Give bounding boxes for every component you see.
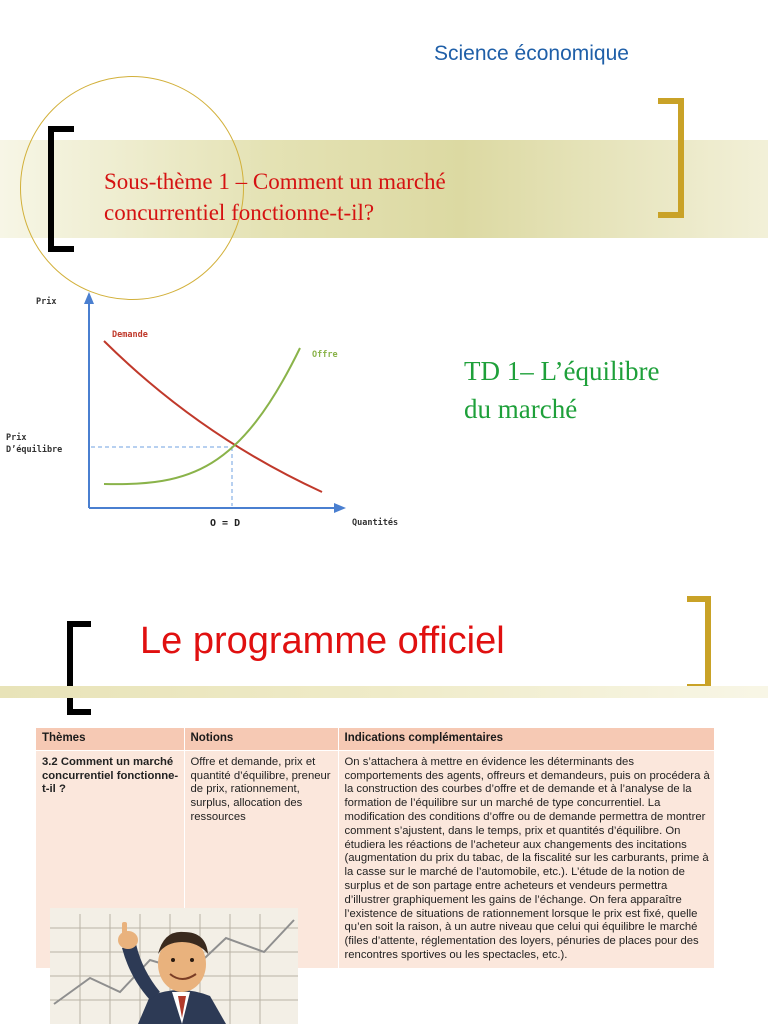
illustration-svg [50, 908, 298, 1024]
right-bracket [658, 98, 684, 218]
td-title-line-1: TD 1– L’équilibre [464, 356, 660, 386]
cell-notions: Offre et demande, prix et quantité d’équilibre, preneur de prix, rationnement, surplus, allocation des ressources [184, 750, 338, 967]
y-axis-arrow [84, 292, 94, 304]
demand-label: Demande [112, 330, 148, 340]
slide-title-line-2: concurrentiel fonctionne-t-il? [104, 200, 375, 225]
x-axis-arrow [334, 503, 346, 513]
equilibrium-price-label-2: D’équilibre [6, 445, 63, 455]
table-header-row [36, 728, 714, 750]
chart-svg [0, 286, 420, 542]
programme-title: Le programme officiel [140, 620, 505, 662]
left-bracket-2 [67, 621, 91, 715]
slide-title-line-1: Sous-thème 1 – Comment un marché [104, 169, 446, 194]
header-themes: Thèmes [36, 728, 184, 750]
header-notions: Notions [184, 728, 338, 750]
equilibrium-price-label-1: Prix [6, 433, 27, 443]
slide-title [104, 166, 624, 228]
supply-label: Offre [312, 350, 338, 360]
header-indications: Indications complémentaires [338, 728, 714, 750]
cell-theme: 3.2 Comment un marché concurrentiel fonctionne-t-il ? [36, 750, 184, 967]
right-bracket-2 [687, 596, 711, 690]
td-title-line-2: du marché [464, 394, 578, 424]
subject-title: Science économique [434, 42, 629, 65]
pointing-man-illustration [50, 908, 298, 1024]
x-axis-label: Quantités [352, 518, 399, 528]
title-underline-band [0, 686, 768, 698]
y-axis-label: Prix [36, 297, 57, 307]
td-title [464, 352, 659, 428]
demand-curve [104, 341, 322, 492]
cell-indications: On s’attachera à mettre en évidence les déterminants des comportements des agents, offreurs et demandeurs, puis on procédera à la construction des courbes d’offre et de demande et à l’analyse de la formation de l’équilibre sur un marché de type concurrentiel. La modification des conditions d’offre ou de demande permettra de montrer comment s’ajustent, dans le temps, prix et quantités d’équilibre. On étudiera les réactions de l’acheteur aux changements des incitations (augmentation du prix du tabac, de la fiscalité sur les carburants, prime à la casse sur le marché de l’automobile, etc.). L’étude de la notion de surplus et de son partage entre acheteurs et vendeurs permettra d’illustrer graphiquement les gains de l’échange. On fera apparaître l’existence de situations de rationnement lorsque le prix est fixé, quelle qu’en soit la raison, à un autre niveau que celui qui équilibre le marché (files d’attente, réglementation des loyers, pénuries de places pour des rencontres sportives ou les spectacles, etc.). [338, 750, 714, 967]
equilibrium-quantity-label: O = D [210, 518, 241, 529]
left-bracket [48, 126, 74, 252]
supply-demand-chart [0, 286, 420, 542]
